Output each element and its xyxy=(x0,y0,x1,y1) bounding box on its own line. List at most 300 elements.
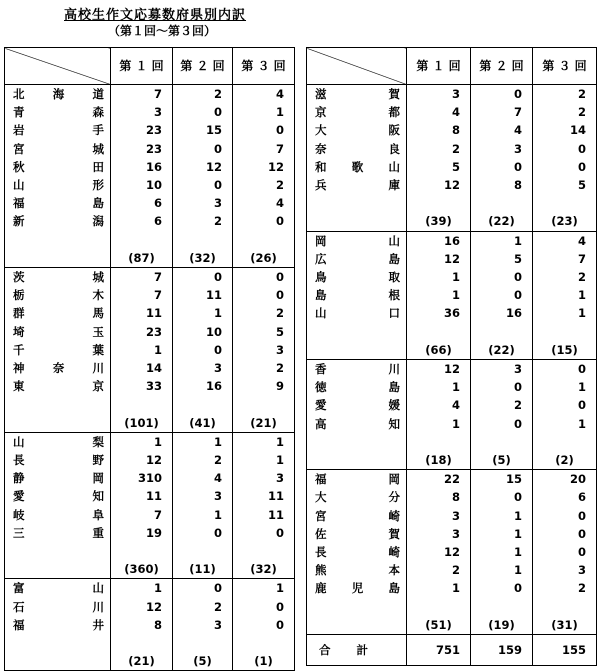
count-value: 22 xyxy=(407,470,471,489)
count-value: 23 xyxy=(111,323,173,341)
prefecture-name: 鳥 取 xyxy=(307,268,407,286)
count-value: 0 xyxy=(533,158,597,176)
count-value: 2 xyxy=(173,598,233,616)
prefecture-name: 岡 山 xyxy=(307,231,407,250)
header-round-2: 第 ２ 回 xyxy=(471,48,533,85)
prefecture-name: 滋 賀 xyxy=(307,85,407,104)
prefecture-name: 埼 玉 xyxy=(5,323,111,341)
subtotal-row xyxy=(5,652,295,671)
count-value: 0 xyxy=(233,524,295,542)
count-value xyxy=(533,194,597,212)
subtotal-value: (360) xyxy=(111,560,173,579)
subtotal-value: (22) xyxy=(471,212,533,231)
prefecture-name xyxy=(5,414,111,433)
subtotal-value: (32) xyxy=(233,560,295,579)
prefecture-name: 宮 城 xyxy=(5,140,111,158)
count-value: 0 xyxy=(173,579,233,598)
prefecture-name: 三 重 xyxy=(5,524,111,542)
table-row xyxy=(5,231,295,249)
table-row xyxy=(5,323,295,341)
count-value: 8 xyxy=(111,616,173,634)
count-value xyxy=(173,395,233,413)
count-value: 16 xyxy=(173,377,233,395)
table-row xyxy=(307,323,597,341)
count-value: 1 xyxy=(233,103,295,121)
prefecture-name: 福 島 xyxy=(5,194,111,212)
count-value: 12 xyxy=(111,598,173,616)
count-value: 11 xyxy=(173,286,233,304)
count-value: 0 xyxy=(471,85,533,104)
count-value: 1 xyxy=(111,432,173,451)
count-value: 3 xyxy=(173,487,233,505)
count-value: 1 xyxy=(533,378,597,396)
right-table xyxy=(306,47,597,666)
subtotal-value: (32) xyxy=(173,249,233,268)
prefecture-name xyxy=(307,433,407,451)
count-value: 3 xyxy=(173,616,233,634)
prefecture-name: 奈 良 xyxy=(307,140,407,158)
count-value: 7 xyxy=(111,268,173,287)
count-value: 1 xyxy=(533,286,597,304)
count-value: 10 xyxy=(111,176,173,194)
count-value: 5 xyxy=(471,250,533,268)
prefecture-name: 愛 知 xyxy=(5,487,111,505)
table-row xyxy=(307,103,597,121)
count-value: 7 xyxy=(111,85,173,104)
count-value: 1 xyxy=(407,579,471,597)
prefecture-name: 鹿 児 島 xyxy=(307,579,407,597)
count-value: 1 xyxy=(173,506,233,524)
prefecture-name: 群 馬 xyxy=(5,304,111,322)
prefecture-name: 長 崎 xyxy=(307,543,407,561)
header-round-1: 第 １ 回 xyxy=(111,48,173,85)
count-value: 8 xyxy=(471,176,533,194)
table-row xyxy=(307,304,597,322)
prefecture-name xyxy=(307,194,407,212)
prefecture-name xyxy=(307,451,407,470)
count-value xyxy=(233,395,295,413)
count-value: 2 xyxy=(173,85,233,104)
count-value: 7 xyxy=(471,103,533,121)
count-value: 12 xyxy=(407,360,471,379)
count-value: 12 xyxy=(233,158,295,176)
left-table xyxy=(4,47,295,671)
table-row xyxy=(307,85,597,104)
count-value: 4 xyxy=(407,396,471,414)
subtotal-value: (31) xyxy=(533,616,597,635)
table-row xyxy=(307,543,597,561)
count-value: 0 xyxy=(233,598,295,616)
count-value: 0 xyxy=(471,579,533,597)
count-value: 2 xyxy=(407,140,471,158)
count-value: 3 xyxy=(471,140,533,158)
count-value: 1 xyxy=(407,268,471,286)
subtotal-value: (41) xyxy=(173,414,233,433)
table-row xyxy=(5,103,295,121)
count-value: 0 xyxy=(173,524,233,542)
count-value: 15 xyxy=(471,470,533,489)
prefecture-name: 広 島 xyxy=(307,250,407,268)
prefecture-name: 新 潟 xyxy=(5,212,111,230)
count-value: 0 xyxy=(533,140,597,158)
count-value: 3 xyxy=(233,341,295,359)
count-value: 4 xyxy=(471,121,533,139)
header-round-3: 第 ３ 回 xyxy=(533,48,597,85)
subtotal-value: (11) xyxy=(173,560,233,579)
count-value: 11 xyxy=(111,487,173,505)
count-value: 8 xyxy=(407,488,471,506)
prefecture-name xyxy=(5,542,111,560)
prefecture-name: 島 根 xyxy=(307,286,407,304)
count-value: 3 xyxy=(233,469,295,487)
prefecture-name xyxy=(5,652,111,671)
count-value: 20 xyxy=(533,470,597,489)
count-value: 3 xyxy=(111,103,173,121)
count-value: 7 xyxy=(111,506,173,524)
subtotal-value: (5) xyxy=(471,451,533,470)
subtotal-value: (2) xyxy=(533,451,597,470)
prefecture-name: 岐 阜 xyxy=(5,506,111,524)
prefecture-name xyxy=(307,341,407,360)
count-value: 2 xyxy=(471,396,533,414)
count-value: 2 xyxy=(407,561,471,579)
table-row xyxy=(5,634,295,652)
count-value xyxy=(533,433,597,451)
prefecture-name: 京 都 xyxy=(307,103,407,121)
table-row xyxy=(5,341,295,359)
count-value: 1 xyxy=(111,579,173,598)
total-value: 751 xyxy=(407,635,471,666)
count-value: 3 xyxy=(471,360,533,379)
count-value: 11 xyxy=(233,506,295,524)
prefecture-name: 兵 庫 xyxy=(307,176,407,194)
count-value: 0 xyxy=(471,286,533,304)
count-value: 2 xyxy=(533,85,597,104)
count-value: 1 xyxy=(471,561,533,579)
prefecture-name: 富 山 xyxy=(5,579,111,598)
count-value xyxy=(173,634,233,652)
count-value: 11 xyxy=(111,304,173,322)
prefecture-name: 愛 媛 xyxy=(307,396,407,414)
table-row xyxy=(5,524,295,542)
prefecture-name: 山 梨 xyxy=(5,432,111,451)
count-value: 1 xyxy=(111,341,173,359)
prefecture-name: 和 歌 山 xyxy=(307,158,407,176)
count-value: 1 xyxy=(407,378,471,396)
prefecture-name: 熊 本 xyxy=(307,561,407,579)
count-value: 1 xyxy=(173,304,233,322)
table-row xyxy=(5,158,295,176)
count-value: 0 xyxy=(173,268,233,287)
table-row xyxy=(307,158,597,176)
table-row xyxy=(5,395,295,413)
table-row xyxy=(5,359,295,377)
count-value: 7 xyxy=(111,286,173,304)
subtotal-value: (5) xyxy=(173,652,233,671)
count-value: 12 xyxy=(407,543,471,561)
count-value: 0 xyxy=(533,360,597,379)
prefecture-name: 宮 崎 xyxy=(307,507,407,525)
count-value: 2 xyxy=(533,268,597,286)
table-row xyxy=(307,378,597,396)
count-value: 0 xyxy=(471,415,533,433)
count-value: 1 xyxy=(471,507,533,525)
table-row xyxy=(5,121,295,139)
subtotal-row xyxy=(5,560,295,579)
count-value: 4 xyxy=(233,194,295,212)
count-value xyxy=(471,323,533,341)
table-row xyxy=(5,176,295,194)
prefecture-name xyxy=(5,249,111,268)
prefecture-name: 徳 島 xyxy=(307,378,407,396)
prefecture-name: 福 井 xyxy=(5,616,111,634)
count-value: 9 xyxy=(233,377,295,395)
table-row xyxy=(307,194,597,212)
table-row xyxy=(5,432,295,451)
count-value xyxy=(173,231,233,249)
prefecture-name: 北 海 道 xyxy=(5,85,111,104)
count-value xyxy=(111,395,173,413)
count-value: 7 xyxy=(533,250,597,268)
count-value: 3 xyxy=(173,359,233,377)
subtotal-value: (18) xyxy=(407,451,471,470)
count-value: 12 xyxy=(111,451,173,469)
table-row xyxy=(5,304,295,322)
table-row xyxy=(5,542,295,560)
prefecture-name: 茨 城 xyxy=(5,268,111,287)
prefecture-name: 秋 田 xyxy=(5,158,111,176)
count-value: 0 xyxy=(533,396,597,414)
table-row xyxy=(307,176,597,194)
subtotal-value: (101) xyxy=(111,414,173,433)
count-value: 1 xyxy=(471,231,533,250)
total-row xyxy=(307,635,597,666)
count-value: 10 xyxy=(173,323,233,341)
prefecture-name xyxy=(5,395,111,413)
count-value: 0 xyxy=(233,268,295,287)
prefecture-name: 長 野 xyxy=(5,451,111,469)
table-row xyxy=(5,268,295,287)
table-row xyxy=(307,140,597,158)
count-value: 5 xyxy=(533,176,597,194)
subtotal-row xyxy=(307,212,597,231)
table-row xyxy=(307,121,597,139)
prefecture-name: 栃 木 xyxy=(5,286,111,304)
count-value: 1 xyxy=(407,415,471,433)
prefecture-name: 福 岡 xyxy=(307,470,407,489)
count-value: 3 xyxy=(407,507,471,525)
count-value: 2 xyxy=(233,176,295,194)
count-value: 310 xyxy=(111,469,173,487)
subtotal-row xyxy=(5,414,295,433)
table-row xyxy=(307,561,597,579)
prefecture-name: 山 形 xyxy=(5,176,111,194)
count-value: 14 xyxy=(533,121,597,139)
table-row xyxy=(307,250,597,268)
count-value: 8 xyxy=(407,121,471,139)
table-row xyxy=(5,85,295,104)
count-value: 0 xyxy=(471,378,533,396)
count-value: 0 xyxy=(173,176,233,194)
count-value: 2 xyxy=(173,451,233,469)
page-title: 高校生作文応募数府県別内訳 xyxy=(64,8,247,23)
total-label: 合計 xyxy=(307,635,407,666)
table-row xyxy=(307,470,597,489)
table-row xyxy=(5,487,295,505)
count-value: 0 xyxy=(471,268,533,286)
count-value: 6 xyxy=(111,194,173,212)
table-row xyxy=(5,212,295,230)
table-row xyxy=(307,360,597,379)
count-value xyxy=(233,542,295,560)
count-value: 15 xyxy=(173,121,233,139)
table-row xyxy=(307,507,597,525)
count-value xyxy=(533,323,597,341)
subtotal-value: (19) xyxy=(471,616,533,635)
count-value: 0 xyxy=(533,543,597,561)
count-value: 3 xyxy=(407,525,471,543)
prefecture-name: 東 京 xyxy=(5,377,111,395)
header-diagonal-cell xyxy=(307,48,407,85)
count-value: 12 xyxy=(173,158,233,176)
count-value: 6 xyxy=(111,212,173,230)
prefecture-name: 香 川 xyxy=(307,360,407,379)
table-row xyxy=(307,433,597,451)
table-row xyxy=(5,506,295,524)
table-row xyxy=(5,377,295,395)
count-value xyxy=(407,194,471,212)
count-value: 4 xyxy=(173,469,233,487)
count-value: 12 xyxy=(407,250,471,268)
count-value: 12 xyxy=(407,176,471,194)
count-value: 0 xyxy=(471,488,533,506)
count-value: 3 xyxy=(407,85,471,104)
count-value: 1 xyxy=(407,286,471,304)
prefecture-name xyxy=(307,616,407,635)
count-value: 0 xyxy=(533,507,597,525)
count-value xyxy=(111,634,173,652)
subtotal-value: (21) xyxy=(111,652,173,671)
count-value: 4 xyxy=(407,103,471,121)
count-value: 5 xyxy=(233,323,295,341)
count-value: 0 xyxy=(533,525,597,543)
subtotal-value: (87) xyxy=(111,249,173,268)
count-value: 23 xyxy=(111,121,173,139)
header-round-2: 第 ２ 回 xyxy=(173,48,233,85)
total-value: 155 xyxy=(533,635,597,666)
subtotal-value: (26) xyxy=(233,249,295,268)
table-row xyxy=(5,451,295,469)
count-value xyxy=(533,598,597,616)
table-row xyxy=(307,579,597,597)
count-value xyxy=(407,598,471,616)
prefecture-name: 青 森 xyxy=(5,103,111,121)
count-value: 1 xyxy=(233,451,295,469)
count-value: 33 xyxy=(111,377,173,395)
count-value: 14 xyxy=(111,359,173,377)
count-value: 16 xyxy=(471,304,533,322)
count-value xyxy=(111,231,173,249)
total-value: 159 xyxy=(471,635,533,666)
count-value: 0 xyxy=(233,121,295,139)
count-value: 0 xyxy=(173,140,233,158)
count-value: 16 xyxy=(111,158,173,176)
count-value: 1 xyxy=(533,304,597,322)
count-value: 1 xyxy=(173,432,233,451)
count-value xyxy=(111,542,173,560)
count-value: 0 xyxy=(173,341,233,359)
table-row xyxy=(307,231,597,250)
count-value: 0 xyxy=(233,286,295,304)
header-round-3: 第 ３ 回 xyxy=(233,48,295,85)
prefecture-name xyxy=(307,212,407,231)
count-value: 19 xyxy=(111,524,173,542)
table-row xyxy=(307,488,597,506)
count-value: 4 xyxy=(533,231,597,250)
count-value xyxy=(233,231,295,249)
count-value: 1 xyxy=(471,543,533,561)
table-row xyxy=(307,525,597,543)
count-value: 0 xyxy=(233,616,295,634)
count-value xyxy=(471,598,533,616)
prefecture-name: 神 奈 川 xyxy=(5,359,111,377)
prefecture-name xyxy=(307,323,407,341)
header-diagonal-cell xyxy=(5,48,111,85)
prefecture-name: 岩 手 xyxy=(5,121,111,139)
subtotal-value: (51) xyxy=(407,616,471,635)
table-row xyxy=(5,598,295,616)
count-value: 3 xyxy=(173,194,233,212)
prefecture-name: 静 岡 xyxy=(5,469,111,487)
table-row xyxy=(5,579,295,598)
count-value: 1 xyxy=(471,525,533,543)
table-row xyxy=(5,469,295,487)
count-value: 0 xyxy=(233,212,295,230)
table-row xyxy=(5,616,295,634)
count-value xyxy=(471,433,533,451)
prefecture-name: 山 口 xyxy=(307,304,407,322)
count-value: 7 xyxy=(233,140,295,158)
count-value: 1 xyxy=(533,415,597,433)
subtotal-value: (22) xyxy=(471,341,533,360)
count-value: 6 xyxy=(533,488,597,506)
subtotal-value: (23) xyxy=(533,212,597,231)
prefecture-name: 大 分 xyxy=(307,488,407,506)
count-value: 2 xyxy=(533,579,597,597)
count-value xyxy=(233,634,295,652)
table-row xyxy=(307,268,597,286)
subtotal-row xyxy=(307,341,597,360)
count-value: 4 xyxy=(233,85,295,104)
table-row xyxy=(5,286,295,304)
table-row xyxy=(5,194,295,212)
table-row xyxy=(5,140,295,158)
count-value xyxy=(407,433,471,451)
count-value: 16 xyxy=(407,231,471,250)
prefecture-name xyxy=(307,598,407,616)
count-value: 2 xyxy=(533,103,597,121)
count-value: 23 xyxy=(111,140,173,158)
prefecture-name: 高 知 xyxy=(307,415,407,433)
count-value: 2 xyxy=(233,359,295,377)
prefecture-name xyxy=(5,231,111,249)
subtotal-row xyxy=(307,616,597,635)
count-value: 0 xyxy=(173,103,233,121)
count-value: 3 xyxy=(533,561,597,579)
subtotal-row xyxy=(5,249,295,268)
subtotal-value: (21) xyxy=(233,414,295,433)
prefecture-name: 佐 賀 xyxy=(307,525,407,543)
